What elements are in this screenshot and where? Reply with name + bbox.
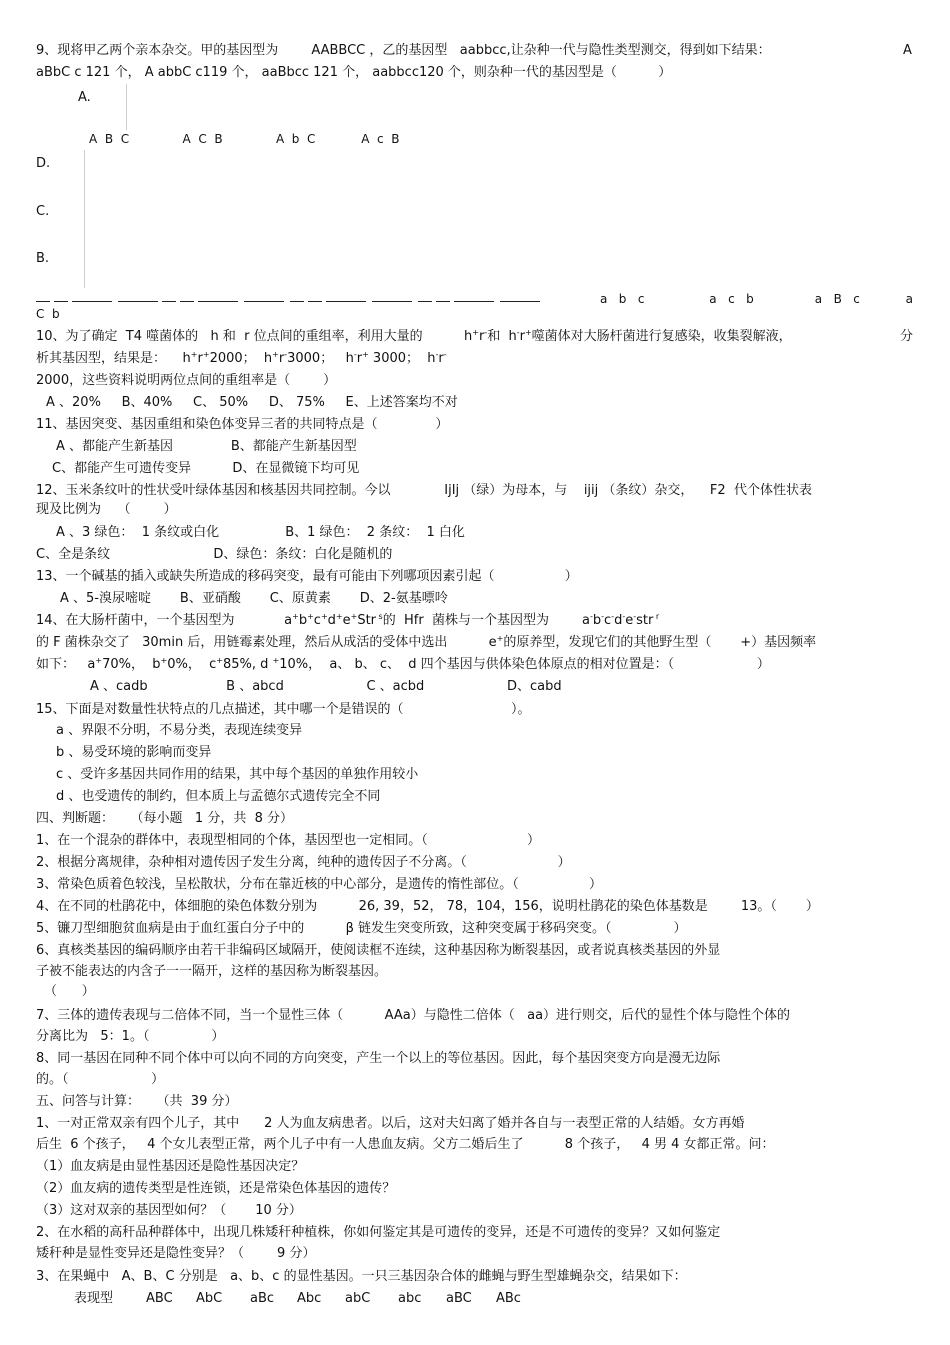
q9-chromosome-segment xyxy=(436,301,450,302)
q12-line1: 12、玉米条纹叶的性状受叶绿体基因和核基因共同控制。今以 IjIj （绿）为母本，与 ijij （条纹）杂交， F2 代个体性状表 xyxy=(36,483,812,498)
q12-options-ab: A 、3 绿色： 1 条纹或白化 B、1 绿色： 2 条纹： 1 白化 xyxy=(56,525,465,540)
q9-chromosome-line-a xyxy=(126,84,127,130)
q9-gene-letters-bottom: a b c a c b a B c a xyxy=(600,292,913,306)
q9-option-a: A. xyxy=(78,90,91,105)
q10-line1: 10、为了确定 T4 噬菌体的 h 和 r 位点间的重组率，利用大量的 h+r-和 h-r+噬菌体对大肠杆菌进行复感染，收集裂解液， xyxy=(36,328,792,344)
judgement-6-line1: 6、真核类基因的编码顺序由若干非编码区域隔开，使阅读框不连续，这种基因称为断裂基因，或者说真核类基因的外显 xyxy=(36,943,721,958)
judgement-5: 5、镰刀型细胞贫血病是由于血红蛋白分子中的 β 链发生突变所致，这种突变属于移码突变。（ ） xyxy=(36,921,687,936)
problem-3-line1: 3、在果蝇中 A、B、C 分别是 a、b、c 的显性基因。一只三基因杂合体的雌蝇与野生型雄蝇杂交，结果如下： xyxy=(36,1269,687,1284)
q9-chromosome-segment xyxy=(180,301,194,302)
judgement-8-line1: 8、同一基因在同种不同个体中可以向不同的方向突变，产生一个以上的等位基因。因此，每个基因突变方向是漫无边际 xyxy=(36,1051,721,1066)
q13-stem: 13、一个碱基的插入或缺失所造成的移码突变，最有可能由下列哪项因素引起（ ） xyxy=(36,569,578,584)
q9-line2: aBbC c 121 个， A abbC c119 个， aaBbcc 121 个， aabbcc120 个，则杂种一代的基因型是（ ） xyxy=(36,65,672,80)
q9-chromosome-segment xyxy=(36,301,50,302)
q9-chromosome-segment xyxy=(54,301,68,302)
judgement-1: 1、在一个混杂的群体中，表现型相同的个体，基因型也一定相同。（ ） xyxy=(36,833,540,848)
q14-line3: 如下： a+70%， b+0%， c+85%, d +10%， a、 b、 c、 d 四个基因与供体染色体原点的相对位置是：（ ） xyxy=(36,656,770,672)
q10-options: A 、20% B、40% C、 50% D、 75% E、上述答案均不对 xyxy=(46,395,458,410)
q9-chromosome-line-dcb xyxy=(84,150,85,288)
q9-chromosome-segment xyxy=(418,301,432,302)
q10-line2: 析其基因型，结果是： h+r+2000； h+r-3000； h-r+ 3000； h-r- xyxy=(36,350,447,366)
section5-title: 五、问答与计算： （共 39 分） xyxy=(36,1094,238,1109)
q9-chromosome-segment xyxy=(244,301,284,302)
problem-1-line1: 1、一对正常双亲有四个儿子，其中 2 人为血友病患者。以后，这对夫妇离了婚并各自与一表型正常的人结婚。女方再婚 xyxy=(36,1116,745,1131)
judgement-7-line2: 分离比为 5：1。（ ） xyxy=(36,1029,225,1044)
q15-item-b: b 、易受环境的影响而变异 xyxy=(56,745,212,760)
q9-chromosome-segment xyxy=(454,301,494,302)
q9-chromosome-segment xyxy=(500,301,540,302)
q9-chromosome-segment xyxy=(290,301,304,302)
q9-line1: 9、现将甲乙两个亲本杂交。甲的基因型为 AABBCC ，乙的基因型 aabbcc,让杂种一代与隐性类型测交，得到如下结果： xyxy=(36,43,771,58)
problem-2-line2: 矮秆种是显性变异还是隐性变异？（ 9 分） xyxy=(36,1246,316,1261)
phenotype-cell: abC xyxy=(345,1291,371,1306)
q15-item-c: c 、受许多基因共同作用的结果，其中每个基因的单独作用较小 xyxy=(56,767,419,782)
q11-options-cd: C、都能产生可遗传变异 D、在显微镜下均可见 xyxy=(52,461,360,476)
problem-2-line1: 2、在水稻的高秆品种群体中，出现几株矮秆种植株，你如何鉴定其是可遗传的变异，还是不可遗传的变异？又如何鉴定 xyxy=(36,1225,721,1240)
problem-1-question-2: （2）血友病的遗传类型是性连锁，还是常染色体基因的遗传？ xyxy=(36,1181,396,1196)
q9-gene-letters-cb: C b xyxy=(36,307,60,321)
q11-stem: 11、基因突变、基因重组和染色体变异三者的共同特点是（ ） xyxy=(36,417,449,432)
judgement-7-line1: 7、三体的遗传表现与二倍体不同，当一个显性三体（ AAa）与隐性二倍体（ aa）进行则交，后代的显性个体与隐性个体的 xyxy=(36,1008,791,1023)
phenotype-cell: abc xyxy=(398,1291,422,1306)
judgement-8-line2: 的。（ ） xyxy=(36,1072,165,1087)
phenotype-cell: aBc xyxy=(250,1291,275,1306)
q9-option-b: B. xyxy=(36,251,50,266)
q9-option-c: C. xyxy=(36,204,50,219)
q9-chromosome-segment xyxy=(308,301,322,302)
judgement-2: 2、根据分离规律，杂种相对遗传因子发生分离，纯种的遗传因子不分离。（ ） xyxy=(36,855,571,870)
q13-options: A 、5-溴尿嘧啶 B、亚硝酸 C、原黄素 D、2-氨基嘌呤 xyxy=(60,591,448,606)
phenotype-label: 表现型 xyxy=(74,1291,114,1306)
q9-chromosome-segment xyxy=(162,301,176,302)
phenotype-cell: AbC xyxy=(196,1291,223,1306)
judgement-6-line2: 子被不能表达的内含子一一隔开，这样的基因称为断裂基因。 xyxy=(36,964,388,979)
q9-gene-letters-top: A B C A C B A b C A c B xyxy=(89,132,400,146)
problem-1-question-1: （1）血友病是由显性基因还是隐性基因决定？ xyxy=(36,1159,305,1174)
q15-item-a: a 、界限不分明，不易分类，表现连续变异 xyxy=(56,723,303,738)
phenotype-cell: ABC xyxy=(146,1291,173,1306)
q14-options: A 、cadb B 、abcd C 、acbd D、cabd xyxy=(90,679,562,694)
q14-line2: 的 F 菌株杂交了 30min 后，用链霉素处理，然后从成活的受体中选出 e+的原养型，发现它们的其他野生型（ +）基因频率 xyxy=(36,634,817,650)
q10-line1-end: 分 xyxy=(900,329,914,344)
q12-options-cd: C、全是条纹 D、绿色：条纹：白化是随机的 xyxy=(36,547,393,562)
phenotype-cell: Abc xyxy=(297,1291,322,1306)
problem-1-question-3: （3）这对双亲的基因型如何？（ 10 分） xyxy=(36,1203,302,1218)
q15-stem: 15、下面是对数量性状特点的几点描述，其中哪一个是错误的（ ）。 xyxy=(36,702,531,717)
q9-chromosome-segment xyxy=(372,301,412,302)
q12-line2: 现及比例为 （ ） xyxy=(36,502,177,517)
q9-chromosome-segment xyxy=(72,301,112,302)
q10-line3: 2000，这些资料说明两位点间的重组率是（ ） xyxy=(36,373,337,388)
phenotype-cell: ABc xyxy=(496,1291,521,1306)
section4-title: 四、判断题： （每小题 1 分，共 8 分） xyxy=(36,811,293,826)
q14-line1: 14、在大肠杆菌中，一个基因型为 a+b+c+d+e+Str $^s$的 Hfr 菌株与一个基因型为 a-b-c-d-e-str $^r$ xyxy=(36,612,660,628)
q9-line1-end: A xyxy=(903,43,912,58)
judgement-6-line3: （ ） xyxy=(44,984,95,999)
problem-1-line2: 后生 6 个孩子， 4 个女儿表型正常，两个儿子中有一人患血友病。父方二婚后生了 8 个孩子， 4 男 4 女都正常。问： xyxy=(36,1137,775,1152)
q9-option-d: D. xyxy=(36,156,51,171)
q9-chromosome-segment xyxy=(198,301,238,302)
judgement-4: 4、在不同的杜鹃花中，体细胞的染色体数分别为 26, 39，52， 78，104，156，说明杜鹃花的染色体基数是 13。（ ） xyxy=(36,899,819,914)
q9-chromosome-segment xyxy=(118,301,158,302)
q9-chromosome-segment xyxy=(326,301,366,302)
phenotype-cell: aBC xyxy=(446,1291,472,1306)
q15-item-d: d 、也受遗传的制约，但本质上与孟德尔式遗传完全不同 xyxy=(56,789,381,804)
judgement-3: 3、常染色质着色较浅，呈松散状，分布在靠近核的中心部分，是遗传的惰性部位。（ ） xyxy=(36,877,603,892)
q11-options-ab: A 、都能产生新基因 B、都能产生新基因型 xyxy=(56,439,357,454)
